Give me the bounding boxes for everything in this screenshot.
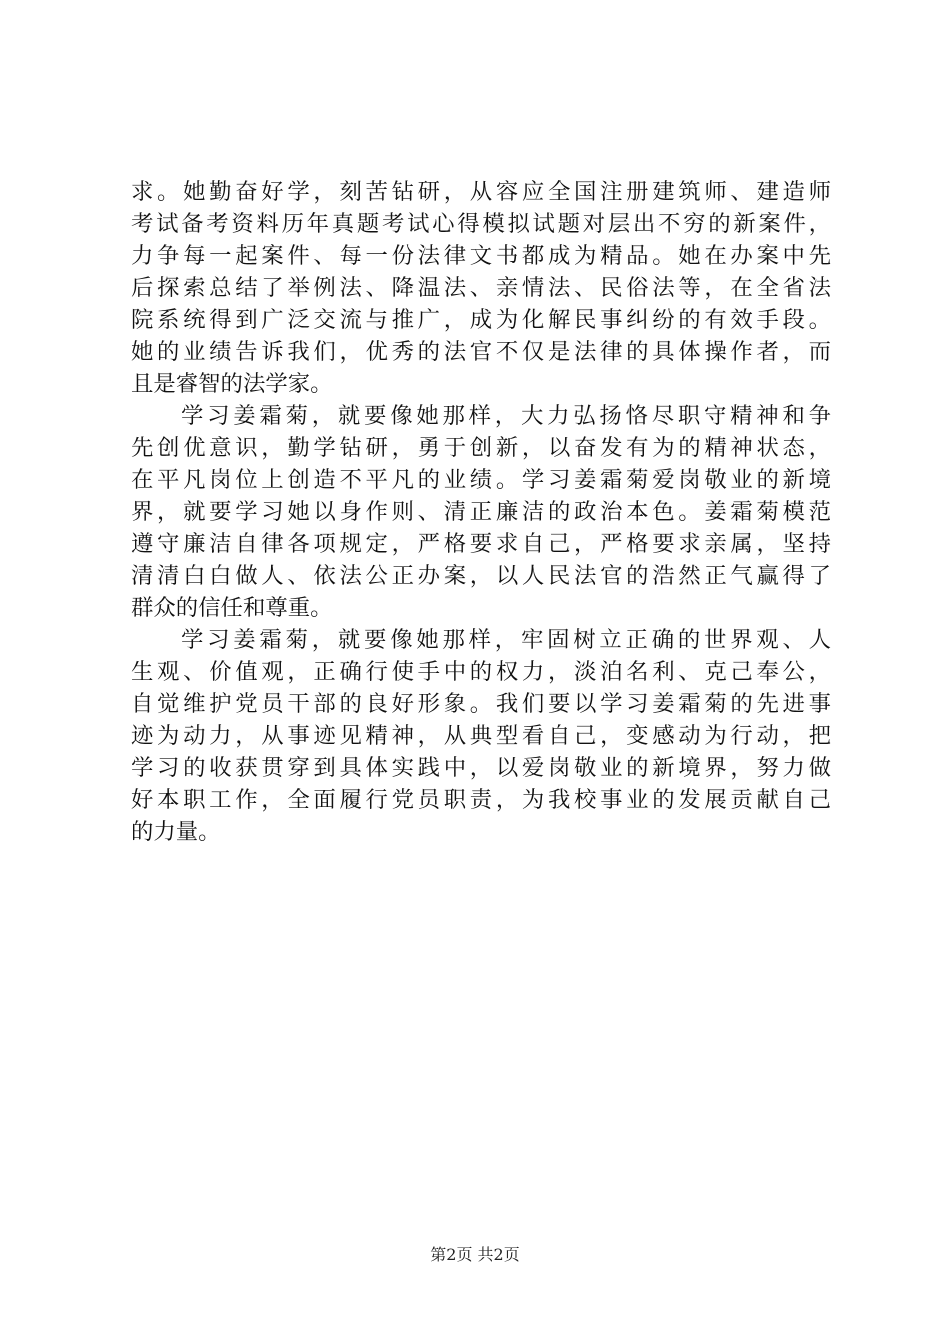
- page-footer: [0, 1243, 950, 1267]
- text-line: 学习的收获贯穿到具体实践中，以爱岗敬业的新境界，努力做: [131, 755, 831, 781]
- text-line: 好本职工作，全面履行党员职责，为我校事业的发展贡献自己: [131, 787, 831, 813]
- text-line: 她的业绩告诉我们，优秀的法官不仅是法律的具体操作者，而: [131, 339, 831, 365]
- text-line: 的力量。: [131, 819, 221, 845]
- text-line: 学习姜霜菊，就要像她那样，牢固树立正确的世界观、人: [181, 627, 831, 653]
- paragraph-3: [131, 624, 831, 848]
- paragraph-1: [131, 176, 831, 400]
- document-body: [131, 176, 831, 848]
- text-line: 遵守廉洁自律各项规定，严格要求自己，严格要求亲属，坚持: [131, 531, 831, 557]
- text-line: 生观、价值观，正确行使手中的权力，淡泊名利、克己奉公，: [131, 659, 831, 685]
- page-number: 第2页 共2页: [430, 1245, 520, 1264]
- text-line: 界，就要学习她以身作则、清正廉洁的政治本色。姜霜菊模范: [131, 499, 831, 525]
- text-line: 院系统得到广泛交流与推广，成为化解民事纠纷的有效手段。: [131, 307, 831, 333]
- text-line: 在平凡岗位上创造不平凡的业绩。学习姜霜菊爱岗敬业的新境: [131, 467, 831, 493]
- paragraph-2: [131, 400, 831, 624]
- text-line: 后探索总结了举例法、降温法、亲情法、民俗法等，在全省法: [131, 275, 831, 301]
- text-line: 学习姜霜菊，就要像她那样，大力弘扬恪尽职守精神和争: [181, 403, 831, 429]
- text-line: 群众的信任和尊重。: [131, 595, 333, 621]
- text-line: 求。她勤奋好学，刻苦钻研，从容应全国注册建筑师、建造师: [131, 179, 831, 205]
- text-line: 迹为动力，从事迹见精神，从典型看自己，变感动为行动，把: [131, 723, 831, 749]
- text-line: 力争每一起案件、每一份法律文书都成为精品。她在办案中先: [131, 243, 831, 269]
- text-line: 清清白白做人、依法公正办案，以人民法官的浩然正气赢得了: [131, 563, 831, 589]
- text-line: 考试备考资料历年真题考试心得模拟试题对层出不穷的新案件，: [131, 211, 831, 237]
- text-line: 先创优意识，勤学钻研，勇于创新，以奋发有为的精神状态，: [131, 435, 831, 461]
- text-line: 且是睿智的法学家。: [131, 371, 333, 397]
- text-line: 自觉维护党员干部的良好形象。我们要以学习姜霜菊的先进事: [131, 691, 831, 717]
